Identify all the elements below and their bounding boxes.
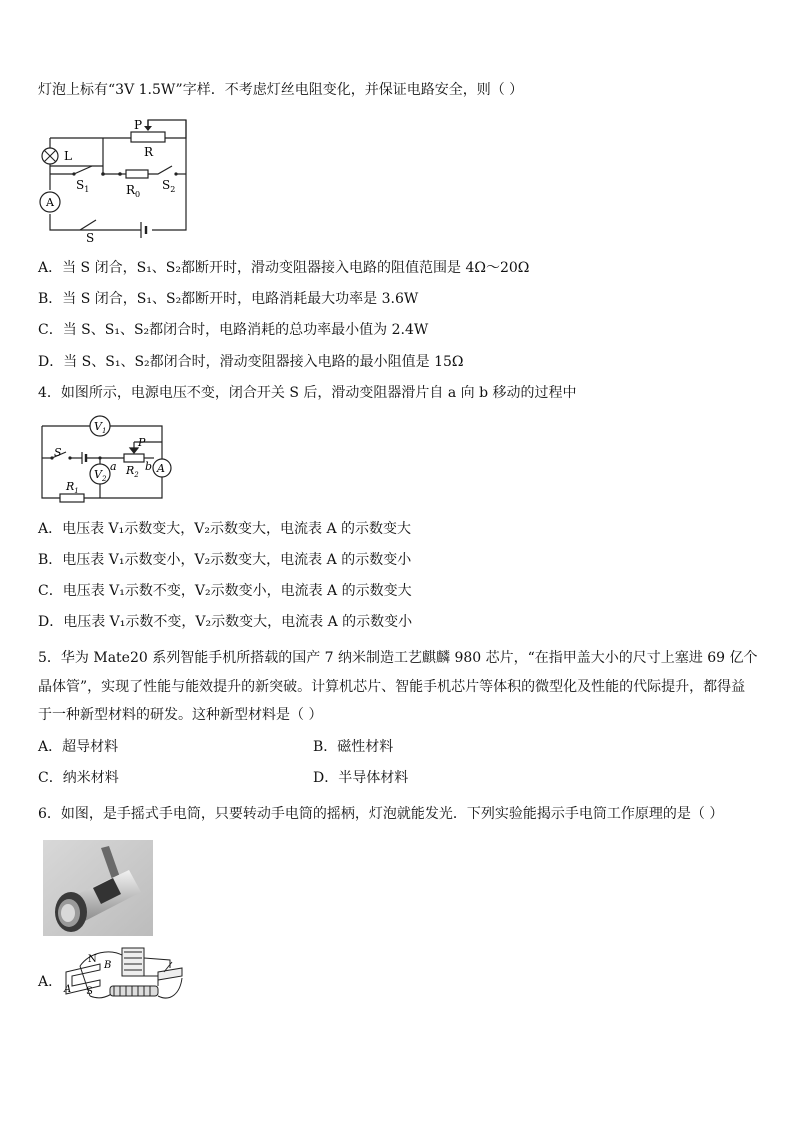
label-l: L xyxy=(64,149,72,163)
label-r1: $R_1$ xyxy=(66,480,79,495)
q5-option-d: D．半导体材料 xyxy=(313,770,409,786)
q4-circuit-diagram xyxy=(38,414,178,504)
label-p: P xyxy=(134,118,143,132)
q4-option-b: B．电压表 V₁示数变小，V₂示数变大，电流表 A 的示数变小 xyxy=(38,552,412,568)
label-p: P xyxy=(138,436,146,449)
q3-circuit-diagram xyxy=(36,116,192,242)
q5-option-b: B．磁性材料 xyxy=(313,739,394,755)
label-s1: $S_1$ xyxy=(76,178,90,194)
label-v1: $V_1$ xyxy=(94,420,107,435)
label-r2: $R_2$ xyxy=(126,464,139,479)
q6-option-a-label: A． xyxy=(38,974,63,990)
q4-option-a: A．电压表 V₁示数变大，V₂示数变大，电流表 A 的示数变大 xyxy=(38,521,412,537)
label-s: S xyxy=(54,446,62,459)
label-ammeter: A xyxy=(46,196,54,209)
label-ammeter: A xyxy=(157,462,165,475)
label-s: S xyxy=(86,986,93,997)
label-a: A xyxy=(64,984,72,995)
q5-option-c: C．纳米材料 xyxy=(38,770,119,786)
label-a: a xyxy=(110,460,117,473)
label-s: S xyxy=(86,231,95,242)
label-r0: $R_0$ xyxy=(126,183,141,199)
q4-stem: 4．如图所示，电源电压不变，闭合开关 S 后，滑动变阻器滑片自 a 向 b 移动的过程中 xyxy=(38,385,577,401)
q3-option-d: D．当 S、S₁、S₂都闭合时，滑动变阻器接入电路的最小阻值是 15Ω xyxy=(38,354,464,370)
q5-option-a: A．超导材料 xyxy=(38,739,119,755)
label-r: R xyxy=(144,145,154,159)
q3-option-c: C．当 S、S₁、S₂都闭合时，电路消耗的总功率最小值为 2.4W xyxy=(38,322,429,338)
q3-option-b: B．当 S 闭合，S₁、S₂都断开时，电路消耗最大功率是 3.6W xyxy=(38,291,419,307)
generator-experiment-diagram xyxy=(60,938,190,1002)
label-s2: $S_2$ xyxy=(162,178,176,194)
label-v2: $V_2$ xyxy=(94,468,107,483)
label-b: B xyxy=(104,960,112,971)
q4-option-d: D．电压表 V₁示数不变，V₂示数变大，电流表 A 的示数变小 xyxy=(38,614,413,630)
q3-option-a: A．当 S 闭合，S₁、S₂都断开时，滑动变阻器接入电路的阻值范围是 4Ω～20Ω xyxy=(38,260,530,276)
q6-stem: 6．如图，是手摇式手电筒，只要转动手电筒的摇柄，灯泡就能发光．下列实验能揭示手电筒工作原理的是（ ） xyxy=(38,806,724,822)
flashlight-photo xyxy=(43,840,153,936)
q3-stem: 灯泡上标有“3V 1.5W”字样．不考虑灯丝电阻变化，并保证电路安全，则（ ） xyxy=(38,82,524,98)
q5-stem: 5．华为 Mate20 系列智能手机所搭载的国产 7 纳米制造工艺麒麟 980 芯片，“在指甲盖大小的尺寸上塞进 69 亿个晶体管”，实现了性能与能效提升的新突破。计算机芯片、智能手机芯片等体积的微型化及性能的代际提升，都得益于一种新型材料的研发。这种新型材料是（ ） xyxy=(38,650,758,723)
label-b: b xyxy=(145,460,153,473)
label-n: N xyxy=(88,954,97,965)
q4-option-c: C．电压表 V₁示数不变，V₂示数变小，电流表 A 的示数变大 xyxy=(38,583,412,599)
